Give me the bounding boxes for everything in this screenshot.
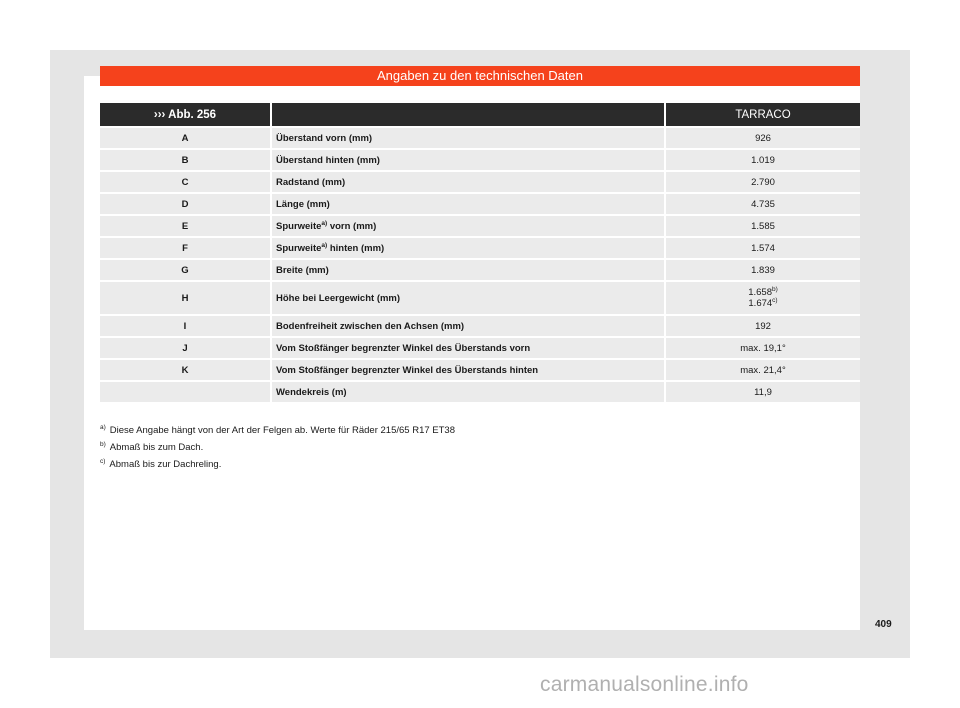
row-label-text: Bodenfreiheit zwischen den Achsen (mm) (276, 320, 465, 332)
footnote-text: Abmaß bis zur Dachreling. (109, 459, 222, 470)
row-code: B (100, 150, 272, 170)
row-value (666, 128, 860, 148)
row-label-rest: hinten (mm) (327, 242, 385, 254)
row-code (100, 382, 272, 402)
footnote-mark: b) (100, 440, 106, 448)
row-value-text: 926 (755, 132, 771, 144)
row-label (272, 338, 666, 358)
footnote-text: Diese Angabe hängt von der Art der Felgen ab. Werte für Räder 215/65 R17 ET38 (109, 425, 455, 436)
row-label-text: Überstand vorn (mm) (276, 132, 373, 144)
row-label (272, 128, 666, 148)
row-value-text: 11,9 (754, 386, 772, 398)
row-value (666, 338, 860, 358)
row-value (666, 216, 860, 236)
row-label (272, 316, 666, 336)
footnote (100, 424, 800, 441)
row-value (666, 360, 860, 380)
row-code: J (100, 338, 272, 358)
row-code: H (100, 282, 272, 314)
table-row (100, 194, 860, 214)
row-label-text: Vom Stoßfänger begrenzter Winkel des Überstands hinten (276, 364, 539, 376)
row-label-text: Spurweite (276, 220, 322, 232)
footnote-mark: c) (100, 457, 106, 465)
table-row (100, 360, 860, 380)
row-value-text: 1.658 (748, 287, 772, 298)
row-value-text: max. 19,1° (740, 342, 786, 354)
row-label-text: Überstand hinten (mm) (276, 154, 380, 166)
footnote (100, 458, 800, 475)
row-code: F (100, 238, 272, 258)
footnote-ref: a) (321, 241, 328, 249)
row-code: G (100, 260, 272, 280)
row-label (272, 172, 666, 192)
table-row (100, 216, 860, 236)
table-row (100, 238, 860, 258)
row-value (666, 260, 860, 280)
row-label-text: Breite (mm) (276, 264, 329, 276)
table-row (100, 382, 860, 402)
header-figure-ref[interactable]: ››› Abb. 256 (100, 103, 272, 126)
row-label (272, 282, 666, 314)
row-code: I (100, 316, 272, 336)
row-value (666, 194, 860, 214)
table-row (100, 260, 860, 280)
row-label-text: Höhe bei Leergewicht (mm) (276, 292, 401, 304)
row-value (666, 382, 860, 402)
row-value (666, 238, 860, 258)
row-code: D (100, 194, 272, 214)
table-header-row (100, 103, 860, 126)
row-code: K (100, 360, 272, 380)
row-value (666, 172, 860, 192)
header-model: TARRACO (666, 103, 860, 126)
footnote-mark: a) (100, 423, 106, 431)
row-code: E (100, 216, 272, 236)
row-code: A (100, 128, 272, 148)
section-title: Angaben zu den technischen Daten (100, 66, 860, 86)
row-value (666, 316, 860, 336)
row-label-text: Wendekreis (m) (276, 386, 347, 398)
row-label-text: Radstand (mm) (276, 176, 346, 188)
row-label (272, 216, 666, 236)
row-value-text: 2.790 (751, 176, 775, 188)
row-value (666, 282, 860, 314)
row-label (272, 238, 666, 258)
row-label-rest: vorn (mm) (327, 220, 377, 232)
row-value-text-2: 1.674 (748, 298, 773, 309)
row-value-text: 192 (755, 320, 771, 332)
technical-data-table (100, 101, 860, 404)
table-row (100, 150, 860, 170)
row-value-text: max. 21,4° (740, 364, 786, 376)
watermark: carmanualsonline.info (540, 673, 749, 696)
row-value-text: 1.019 (751, 154, 775, 166)
table-row (100, 128, 860, 148)
row-label (272, 382, 666, 402)
footnotes (100, 424, 800, 475)
row-label-text: Spurweite (276, 242, 322, 254)
row-label (272, 260, 666, 280)
row-code: C (100, 172, 272, 192)
footnote-ref: b) (772, 285, 778, 293)
table-row (100, 172, 860, 192)
row-value (666, 150, 860, 170)
header-description (272, 103, 666, 126)
row-label (272, 360, 666, 380)
row-label-text: Vom Stoßfänger begrenzter Winkel des Überstands vorn (276, 342, 531, 354)
table-row (100, 338, 860, 358)
footnote-text: Abmaß bis zum Dach. (109, 442, 204, 453)
row-label (272, 150, 666, 170)
footnote-ref: a) (321, 219, 328, 227)
page-number: 409 (875, 619, 892, 630)
row-value-text: 1.585 (751, 220, 775, 232)
row-label (272, 194, 666, 214)
footnote (100, 441, 800, 458)
table-row (100, 316, 860, 336)
row-label-text: Länge (mm) (276, 198, 330, 210)
row-value-text: 1.574 (751, 242, 775, 254)
footnote-ref: c) (772, 296, 778, 304)
table-row (100, 282, 860, 314)
row-value-text: 1.839 (751, 264, 775, 276)
row-value-text: 4.735 (751, 198, 775, 210)
